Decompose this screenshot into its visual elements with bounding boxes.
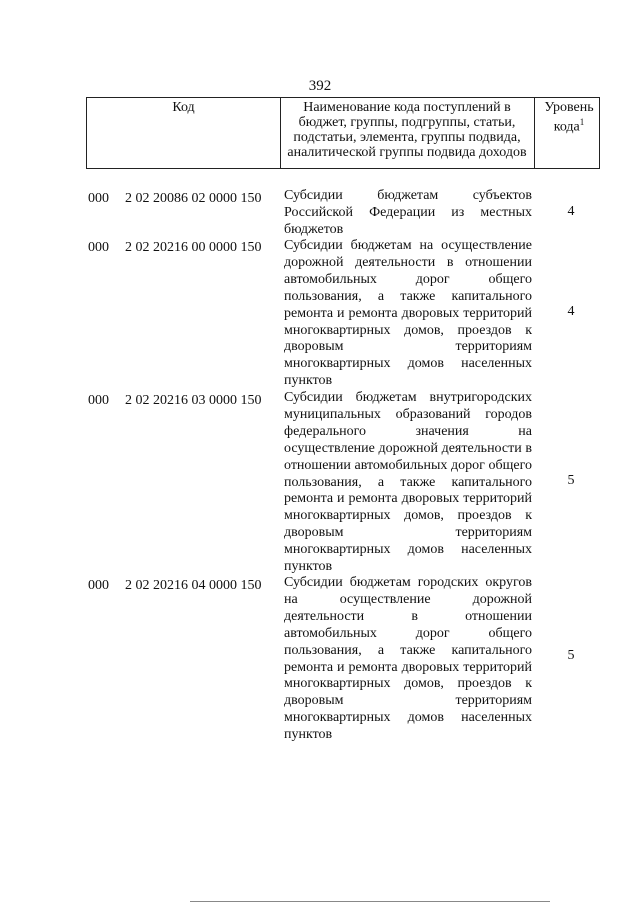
- row-code: 2 02 20216 00 0000 150: [125, 240, 262, 255]
- footnote-marker: 1: [579, 117, 585, 127]
- row-code: 2 02 20086 02 0000 150: [125, 191, 262, 206]
- header-level-label: Уровень кода: [544, 100, 594, 135]
- row-group: 000: [88, 578, 109, 593]
- column-divider: [280, 98, 281, 168]
- row-name: Субсидии бюджетам на осуществление дорожной деятельности в отношении автомобильных дорог общего пользования, а также капитального ремонта и ремонта дворовых территорий многоквартирных домов, проездов к дворовым территориям многоквартирных домов населенных пунктов: [284, 238, 532, 389]
- row-group: 000: [88, 393, 109, 408]
- row-name: Субсидии бюджетам городских округов на осуществление дорожной деятельности в отношении автомобильных дорог общего пользования, а также капитального ремонта и ремонта дворовых территорий многоквартирных домов, проездов к дворовым территориям многоквартирных домов населенных пунктов: [284, 575, 532, 743]
- row-group: 000: [88, 240, 109, 255]
- page-number: 392: [308, 78, 332, 94]
- row-level: 5: [567, 648, 575, 663]
- row-level: 4: [567, 304, 575, 319]
- page-edge-line: [190, 901, 550, 902]
- row-code: 2 02 20216 03 0000 150: [125, 393, 262, 408]
- header-name: Наименование кода поступлений в бюджет, группы, подгруппы, статьи, подстатьи, элемента, группы подвида, аналитической группы подвида доходов: [287, 100, 527, 160]
- row-name: Субсидии бюджетам внутригородских муниципальных образований городов федерального значения на осуществление дорожной деятельности в отношении автомобильных дорог общего пользования, а также капитального ремонта и ремонта дворовых территорий многоквартирных домов, проездов к дворовым территориям многоквартирных домов населенных пунктов: [284, 390, 532, 575]
- table-header: [86, 97, 600, 169]
- row-level: 4: [567, 204, 575, 219]
- header-level: [537, 100, 601, 135]
- row-name: Субсидии бюджетам субъектов Российской Федерации из местных бюджетов: [284, 188, 532, 237]
- row-level: 5: [567, 473, 575, 488]
- row-group: 000: [88, 191, 109, 206]
- column-divider: [534, 98, 535, 168]
- row-code: 2 02 20216 04 0000 150: [125, 578, 262, 593]
- header-code: Код: [172, 100, 195, 115]
